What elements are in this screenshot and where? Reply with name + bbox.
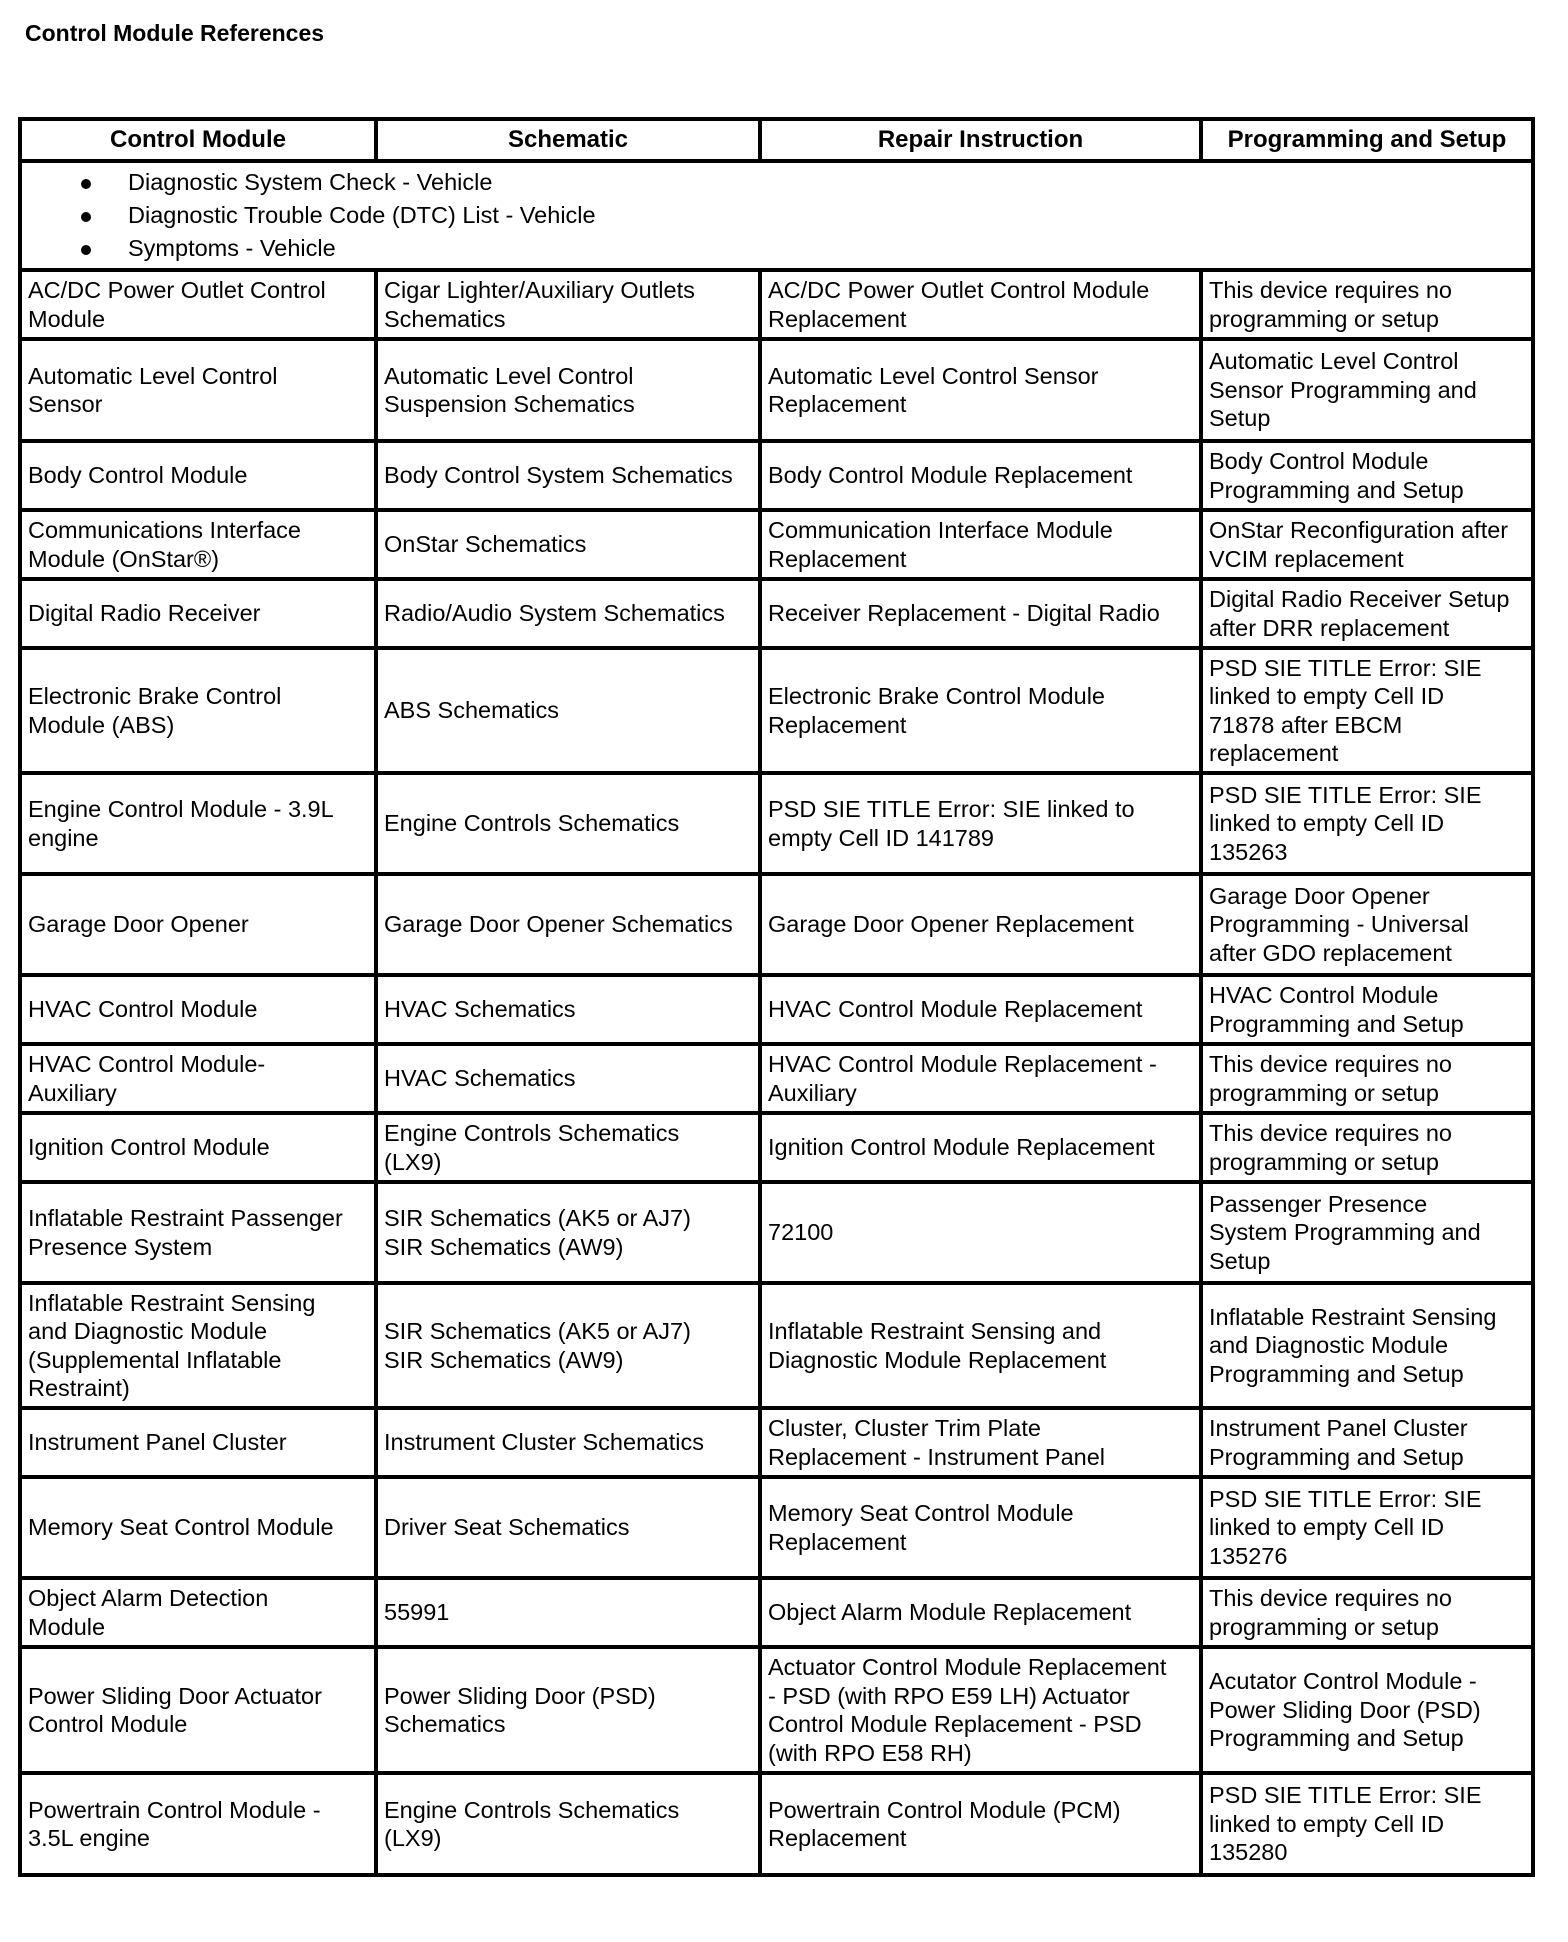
cell-text-line: Sensor Programming and <box>1209 376 1477 403</box>
cell-schematic[interactable] <box>376 1113 760 1182</box>
cell-text-line: Body Control Module <box>28 462 248 489</box>
cell-text-line: Garage Door Opener <box>28 911 249 938</box>
cell-schematic[interactable] <box>376 441 760 510</box>
cell-text-line: VCIM replacement <box>1209 545 1404 572</box>
cell-text-line: Programming and Setup <box>1209 476 1464 503</box>
cell-control-module <box>20 1113 376 1182</box>
cell-control-module <box>20 1477 376 1578</box>
cell-control-module <box>20 339 376 441</box>
cell-text-line: HVAC Control Module- <box>28 1051 266 1077</box>
cell-repair-instruction[interactable] <box>760 648 1201 773</box>
table-row <box>20 874 1533 975</box>
cell-text-line: programming or setup <box>1209 1613 1439 1640</box>
cell-repair-instruction[interactable] <box>760 1408 1201 1477</box>
cell-text-line: programming or setup <box>1209 305 1439 332</box>
cell-text-line: This device requires no <box>1209 1120 1452 1146</box>
cell-text-line: HVAC Control Module Replacement - <box>768 1051 1157 1077</box>
cell-text-line: (Supplemental Inflatable <box>28 1346 282 1373</box>
cell-text-line: PSD SIE TITLE Error: SIE <box>1209 781 1482 808</box>
cell-text-line: Auxiliary <box>28 1079 117 1106</box>
bullet-item <box>28 166 1525 199</box>
cell-text-line: Ignition Control Module Replacement <box>768 1134 1155 1161</box>
cell-repair-instruction[interactable] <box>760 579 1201 648</box>
table-row <box>20 648 1533 773</box>
cell-text-line: Driver Seat Schematics <box>384 1514 630 1541</box>
cell-text-line: empty Cell ID 141789 <box>768 824 994 851</box>
cell-text-line: linked to empty Cell ID <box>1209 1514 1445 1541</box>
cell-control-module <box>20 1647 376 1773</box>
cell-repair-instruction[interactable] <box>760 1283 1201 1408</box>
cell-text-line: HVAC Schematics <box>384 996 576 1023</box>
cell-text-line: ABS Schematics <box>384 697 560 724</box>
cell-text-line: Replacement <box>768 391 907 417</box>
cell-repair-instruction[interactable] <box>760 510 1201 579</box>
cell-programming-setup[interactable] <box>1201 1647 1533 1773</box>
cell-schematic[interactable] <box>376 1773 760 1875</box>
intro-bullet-list <box>28 166 1525 265</box>
cell-text-line: Instrument Panel Cluster <box>1209 1415 1468 1441</box>
cell-text-line: Automatic Level Control Sensor <box>768 362 1099 389</box>
cell-text-line: Replacement <box>768 545 907 572</box>
cell-text-line: PSD SIE TITLE Error: SIE <box>1209 654 1482 681</box>
cell-text-line: Engine Controls Schematics <box>384 1120 680 1146</box>
table-row <box>20 1113 1533 1182</box>
cell-programming-setup[interactable] <box>1201 1044 1533 1113</box>
cell-text-line: (LX9) <box>384 1825 442 1851</box>
bullet-link-text[interactable]: Diagnostic Trouble Code (DTC) List - Vehicle <box>128 202 596 228</box>
table-row <box>20 975 1533 1044</box>
cell-text-line: Programming and Setup <box>1209 1010 1464 1037</box>
cell-text-line: Control Module <box>28 1711 188 1737</box>
page-title: Control Module References <box>25 20 325 46</box>
cell-text-line: Programming and Setup <box>1209 1443 1464 1470</box>
table-header-row <box>20 119 1533 161</box>
header-repair-instruction: Repair Instruction <box>760 119 1201 161</box>
cell-text-line: Power Sliding Door Actuator <box>28 1682 322 1709</box>
cell-text-line: Automatic Level Control <box>28 362 278 389</box>
cell-control-module <box>20 874 376 975</box>
cell-text-line: Schematics <box>384 1711 506 1737</box>
cell-programming-setup[interactable] <box>1201 975 1533 1044</box>
cell-control-module <box>20 1578 376 1647</box>
cell-repair-instruction[interactable] <box>760 975 1201 1044</box>
bullet-dot-icon <box>81 179 91 189</box>
cell-text-line: Replacement <box>768 305 907 332</box>
cell-schematic[interactable] <box>376 1408 760 1477</box>
cell-text-line: Programming - Universal <box>1209 911 1469 938</box>
cell-text-line: System Programming and <box>1209 1219 1481 1246</box>
cell-text-line: after DRR replacement <box>1209 614 1450 641</box>
cell-programming-setup[interactable] <box>1201 773 1533 874</box>
cell-text-line: Module <box>28 305 106 332</box>
cell-text-line: Replacement <box>768 1528 907 1555</box>
cell-text-line: Programming and Setup <box>1209 1725 1464 1752</box>
cell-text-line: Actuator Control Module Replacement <box>768 1654 1167 1680</box>
cell-repair-instruction[interactable] <box>760 1477 1201 1578</box>
cell-text-line: and Diagnostic Module <box>1209 1332 1449 1359</box>
cell-repair-instruction[interactable] <box>760 1044 1201 1113</box>
cell-programming-setup[interactable] <box>1201 1477 1533 1578</box>
cell-repair-instruction[interactable] <box>760 339 1201 441</box>
cell-schematic[interactable] <box>376 1647 760 1773</box>
cell-control-module <box>20 773 376 874</box>
cell-text-line: Garage Door Opener <box>1209 882 1430 909</box>
cell-schematic[interactable] <box>376 579 760 648</box>
cell-text-line: PSD SIE TITLE Error: SIE <box>1209 1782 1482 1809</box>
cell-text-line: (LX9) <box>384 1148 442 1175</box>
table-row <box>20 1408 1533 1477</box>
cell-text-line: OnStar Schematics <box>384 531 587 558</box>
table-row <box>20 1773 1533 1875</box>
cell-text-line: Programming and Setup <box>1209 1360 1464 1387</box>
cell-control-module <box>20 510 376 579</box>
cell-control-module <box>20 441 376 510</box>
cell-control-module <box>20 270 376 339</box>
cell-text-line: 135280 <box>1209 1839 1288 1866</box>
cell-text-line: Presence System <box>28 1233 213 1260</box>
cell-text-line: Sensor <box>28 391 103 417</box>
cell-control-module <box>20 1773 376 1875</box>
cell-programming-setup[interactable] <box>1201 1283 1533 1408</box>
cell-control-module <box>20 1408 376 1477</box>
cell-text-line: programming or setup <box>1209 1148 1439 1175</box>
cell-control-module <box>20 579 376 648</box>
cell-schematic[interactable] <box>376 648 760 773</box>
bullet-item <box>28 232 1525 265</box>
cell-text-line: Automatic Level Control <box>384 362 634 389</box>
cell-schematic[interactable] <box>376 270 760 339</box>
cell-repair-instruction[interactable] <box>760 1113 1201 1182</box>
cell-schematic[interactable] <box>376 874 760 975</box>
cell-text-line: Memory Seat Control Module <box>768 1500 1074 1526</box>
cell-text-line: and Diagnostic Module <box>28 1318 268 1344</box>
cell-schematic[interactable] <box>376 773 760 874</box>
cell-control-module <box>20 648 376 773</box>
cell-text-line: Inflatable Restraint Sensing and <box>768 1318 1102 1344</box>
cell-text-line: Object Alarm Detection <box>28 1585 269 1611</box>
cell-text-line: Inflatable Restraint Passenger <box>28 1205 343 1231</box>
cell-text-line: Digital Radio Receiver <box>28 600 261 627</box>
cell-text-line: Garage Door Opener Replacement <box>768 911 1134 938</box>
cell-schematic[interactable] <box>376 339 760 441</box>
table-row <box>20 1578 1533 1647</box>
cell-text-line: PSD SIE TITLE Error: SIE linked to <box>768 796 1135 822</box>
control-module-references-table <box>18 117 1535 1877</box>
cell-text-line: engine <box>28 824 99 851</box>
cell-text-line: (with RPO E58 RH) <box>768 1739 972 1766</box>
cell-text-line: Body Control Module <box>1209 448 1429 474</box>
bullet-link-text[interactable]: Symptoms - Vehicle <box>128 235 336 261</box>
cell-control-module <box>20 975 376 1044</box>
cell-schematic[interactable] <box>376 1578 760 1647</box>
cell-text-line: Instrument Cluster Schematics <box>384 1429 704 1456</box>
cell-text-line: Module <box>28 1613 106 1640</box>
cell-repair-instruction[interactable] <box>760 874 1201 975</box>
cell-programming-setup[interactable] <box>1201 1773 1533 1875</box>
cell-text-line: Automatic Level Control <box>1209 348 1459 375</box>
cell-control-module <box>20 1283 376 1408</box>
header-schematic: Schematic <box>376 119 760 161</box>
cell-text-line: Communication Interface Module <box>768 517 1113 543</box>
cell-text-line: SIR Schematics (AK5 or AJ7) <box>384 1318 691 1344</box>
table-row <box>20 1477 1533 1578</box>
cell-text-line: Communications Interface <box>28 517 301 543</box>
cell-text-line: linked to empty Cell ID <box>1209 683 1445 709</box>
cell-text-line: linked to empty Cell ID <box>1209 1810 1445 1837</box>
cell-text-line: Auxiliary <box>768 1079 857 1106</box>
cell-text-line: This device requires no <box>1209 1585 1452 1611</box>
cell-text-line: Radio/Audio System Schematics <box>384 600 725 627</box>
cell-programming-setup[interactable] <box>1201 270 1533 339</box>
cell-text-line: Suspension Schematics <box>384 391 635 417</box>
cell-text-line: Module (ABS) <box>28 711 175 738</box>
cell-text-line: Setup <box>1209 1247 1271 1274</box>
cell-text-line: Schematics <box>384 305 506 332</box>
cell-text-line: Diagnostic Module Replacement <box>768 1346 1107 1373</box>
cell-schematic[interactable] <box>376 1283 760 1408</box>
cell-programming-setup[interactable] <box>1201 1578 1533 1647</box>
table-row <box>20 270 1533 339</box>
cell-text-line: Powertrain Control Module - <box>28 1796 321 1823</box>
cell-text-line: linked to empty Cell ID <box>1209 810 1445 837</box>
cell-text-line: Passenger Presence <box>1209 1190 1428 1217</box>
cell-text-line: Digital Radio Receiver Setup <box>1209 586 1510 612</box>
cell-programming-setup[interactable] <box>1201 1408 1533 1477</box>
cell-text-line: Engine Controls Schematics <box>384 1796 680 1823</box>
cell-text-line: Module (OnStar®) <box>28 545 220 572</box>
cell-text-line: Power Sliding Door (PSD) <box>1209 1696 1481 1723</box>
cell-text-line: 72100 <box>768 1219 834 1246</box>
cell-text-line: Memory Seat Control Module <box>28 1514 334 1541</box>
header-control-module: Control Module <box>20 119 376 161</box>
cell-text-line: Powertrain Control Module (PCM) <box>768 1796 1121 1823</box>
cell-text-line: HVAC Control Module <box>28 996 258 1023</box>
cell-text-line: Electronic Brake Control <box>28 683 282 709</box>
cell-text-line: SIR Schematics (AK5 or AJ7) <box>384 1205 691 1231</box>
cell-text-line: Receiver Replacement - Digital Radio <box>768 600 1160 627</box>
cell-text-line: PSD SIE TITLE Error: SIE <box>1209 1485 1482 1512</box>
cell-text-line: Power Sliding Door (PSD) <box>384 1682 656 1709</box>
cell-text-line: Inflatable Restraint Sensing <box>28 1289 316 1316</box>
intro-row <box>20 161 1533 270</box>
cell-text-line: Restraint) <box>28 1375 130 1401</box>
cell-repair-instruction[interactable] <box>760 270 1201 339</box>
cell-text-line: 71878 after EBCM <box>1209 711 1403 738</box>
cell-text-line: replacement <box>1209 740 1339 766</box>
cell-text-line: Replacement <box>768 1825 907 1851</box>
cell-text-line: HVAC Schematics <box>384 1065 576 1092</box>
cell-repair-instruction[interactable] <box>760 1647 1201 1773</box>
cell-programming-setup[interactable] <box>1201 874 1533 975</box>
cell-text-line: Cluster, Cluster Trim Plate <box>768 1415 1041 1441</box>
cell-text-line: Electronic Brake Control Module <box>768 683 1105 709</box>
header-programming-setup: Programming and Setup <box>1201 119 1533 161</box>
cell-text-line: 135276 <box>1209 1542 1288 1569</box>
cell-text-line: Ignition Control Module <box>28 1134 270 1161</box>
cell-text-line: Engine Control Module - 3.9L <box>28 796 334 822</box>
cell-text-line: Instrument Panel Cluster <box>28 1429 287 1456</box>
cell-text-line: Garage Door Opener Schematics <box>384 911 733 938</box>
table-row <box>20 579 1533 648</box>
cell-programming-setup[interactable] <box>1201 648 1533 773</box>
cell-text-line: Acutator Control Module - <box>1209 1668 1477 1695</box>
cell-schematic[interactable] <box>376 975 760 1044</box>
table-row <box>20 1647 1533 1773</box>
table-row <box>20 773 1533 874</box>
cell-programming-setup[interactable] <box>1201 579 1533 648</box>
cell-text-line: Body Control Module Replacement <box>768 462 1133 489</box>
cell-text-line: 55991 <box>384 1599 450 1626</box>
table-row <box>20 1283 1533 1408</box>
cell-text-line: This device requires no <box>1209 277 1452 303</box>
cell-repair-instruction[interactable] <box>760 1773 1201 1875</box>
table-row <box>20 1182 1533 1283</box>
cell-repair-instruction[interactable] <box>760 773 1201 874</box>
cell-text-line: Engine Controls Schematics <box>384 810 680 837</box>
cell-schematic[interactable] <box>376 1044 760 1113</box>
cell-repair-instruction[interactable] <box>760 1578 1201 1647</box>
cell-text-line: SIR Schematics (AW9) <box>384 1233 624 1260</box>
cell-text-line: OnStar Reconfiguration after <box>1209 517 1509 543</box>
cell-text-line: AC/DC Power Outlet Control Module <box>768 277 1150 303</box>
cell-programming-setup[interactable] <box>1201 441 1533 510</box>
cell-programming-setup[interactable] <box>1201 510 1533 579</box>
cell-schematic[interactable] <box>376 1477 760 1578</box>
cell-text-line: HVAC Control Module Replacement <box>768 996 1143 1023</box>
cell-text-line: after GDO replacement <box>1209 939 1452 966</box>
cell-text-line: SIR Schematics (AW9) <box>384 1346 624 1373</box>
table-row <box>20 1044 1533 1113</box>
cell-text-line: Object Alarm Module Replacement <box>768 1599 1132 1626</box>
bullet-link-text[interactable]: Diagnostic System Check - Vehicle <box>128 169 493 195</box>
cell-text-line: HVAC Control Module <box>1209 982 1439 1008</box>
cell-text-line: 3.5L engine <box>28 1825 150 1851</box>
cell-text-line: Control Module Replacement - PSD <box>768 1711 1142 1737</box>
cell-text-line: Inflatable Restraint Sensing <box>1209 1303 1497 1330</box>
table-row <box>20 339 1533 441</box>
intro-cell <box>20 161 1533 270</box>
cell-text-line: 135263 <box>1209 838 1288 865</box>
cell-text-line: Cigar Lighter/Auxiliary Outlets <box>384 277 695 303</box>
table-row <box>20 510 1533 579</box>
cell-repair-instruction[interactable] <box>760 1182 1201 1283</box>
bullet-dot-icon <box>81 245 91 255</box>
cell-text-line: Replacement <box>768 711 907 738</box>
cell-text-line: Body Control System Schematics <box>384 462 733 489</box>
table-row <box>20 441 1533 510</box>
cell-repair-instruction[interactable] <box>760 441 1201 510</box>
cell-text-line: Replacement - Instrument Panel <box>768 1443 1105 1470</box>
bullet-dot-icon <box>81 212 91 222</box>
bullet-item <box>28 199 1525 232</box>
cell-text-line: - PSD (with RPO E59 LH) Actuator <box>768 1682 1130 1709</box>
cell-control-module <box>20 1044 376 1113</box>
cell-text-line: Setup <box>1209 405 1271 432</box>
cell-programming-setup[interactable] <box>1201 1113 1533 1182</box>
cell-schematic[interactable] <box>376 1182 760 1283</box>
cell-programming-setup[interactable] <box>1201 1182 1533 1283</box>
cell-text-line: programming or setup <box>1209 1079 1439 1106</box>
cell-text-line: This device requires no <box>1209 1051 1452 1077</box>
cell-text-line: AC/DC Power Outlet Control <box>28 277 326 303</box>
cell-programming-setup[interactable] <box>1201 339 1533 441</box>
cell-schematic[interactable] <box>376 510 760 579</box>
cell-control-module <box>20 1182 376 1283</box>
